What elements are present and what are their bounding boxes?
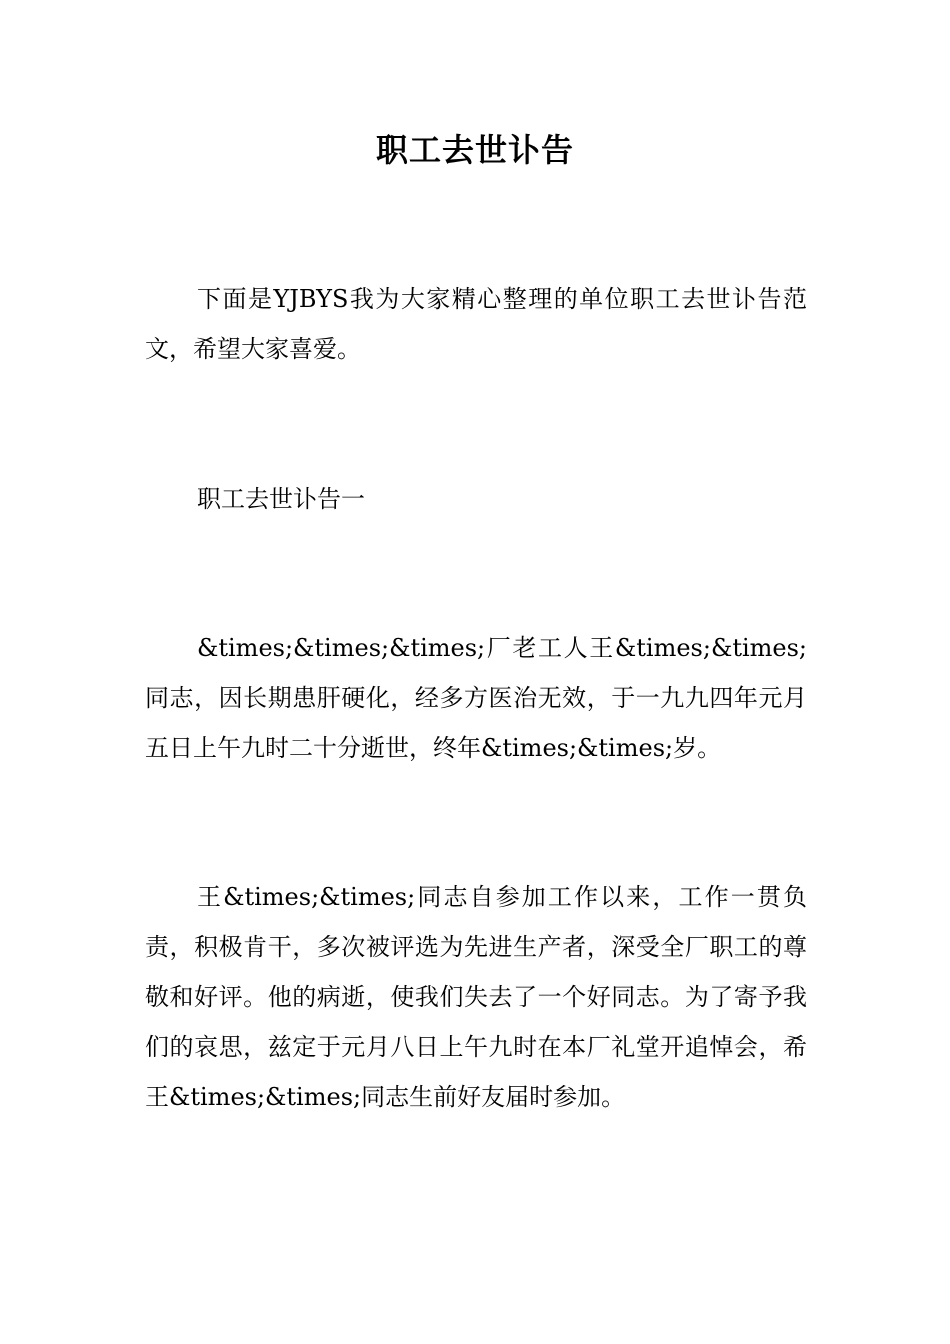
intro-paragraph: 下面是YJBYS我为大家精心整理的单位职工去世讣告范文，希望大家喜爱。	[145, 285, 807, 363]
notice-paragraph: &times;&times;&times;厂老工人王&times;&times;同志，因长期患肝硬化，经多方医治无效，于一九九四年元月五日上午九时二十分逝世，终年&times;&times;岁。	[145, 634, 807, 762]
memorial-paragraph: 王&times;&times;同志自参加工作以来，工作一贯负责，积极肯干，多次被评选为先进生产者，深受全厂职工的尊敬和好评。他的病逝，使我们失去了一个好同志。为了寄予我们的哀思，兹定于元月八日上午九时在本厂礼堂开追悼会，希王&times;&times;同志生前好友届时参加。	[145, 883, 807, 1111]
section-heading: 职工去世讣告一	[197, 485, 365, 513]
document-title: 职工去世讣告	[375, 131, 574, 169]
